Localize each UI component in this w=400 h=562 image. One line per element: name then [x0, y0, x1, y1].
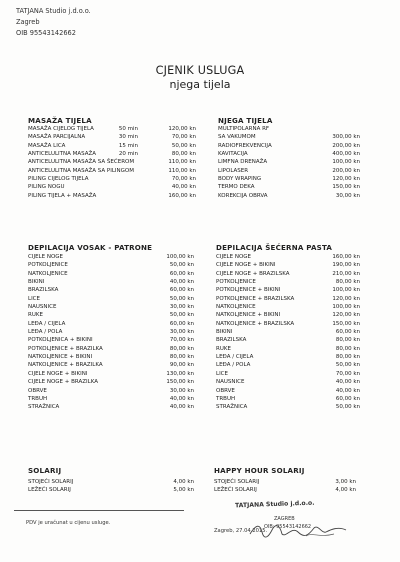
service-name: STOJEĆI SOLARIJ [28, 479, 74, 485]
service-price: 110,00 kn [168, 159, 196, 166]
service-name: NATKOLJENICE + BIKINI [28, 354, 93, 361]
secerna-row [216, 336, 360, 344]
secerna-row [216, 261, 360, 269]
service-price: 120,00 kn [332, 176, 360, 183]
service-price: 90,00 kn [169, 362, 194, 369]
service-price: 50,00 kn [335, 404, 360, 411]
stamp-oib: OIB: 95543142662 [264, 524, 312, 530]
service-price: 200,00 kn [332, 167, 360, 174]
njega-row [218, 150, 360, 158]
service-price: 40,00 kn [335, 387, 360, 394]
service-price: 50,00 kn [169, 312, 194, 319]
masaza-heading: MASAŽA TIJELA [28, 116, 92, 125]
vosak-row [28, 278, 194, 286]
masaza-row [28, 175, 196, 183]
service-price: 100,00 kn [332, 304, 360, 311]
vosak-row [28, 303, 194, 311]
service-name: NATKOLJENICE [216, 304, 256, 311]
service-price: 120,00 kn [332, 312, 360, 319]
njega-row [218, 183, 360, 191]
vosak-row [28, 253, 194, 261]
service-name: LICE [216, 370, 229, 377]
njega-row [218, 192, 360, 200]
service-price: 40,00 kn [169, 404, 194, 411]
service-price: 70,00 kn [335, 370, 360, 377]
service-name: CIJELE NOGE [28, 254, 64, 260]
service-name: LIMFNA DRENAŽA [218, 159, 268, 166]
vosak-row [28, 395, 194, 403]
service-name: MASAŽA LICA [28, 142, 66, 149]
njega-row [218, 125, 360, 133]
service-name: NAUSNICE [216, 379, 245, 386]
secerna-row [216, 361, 360, 369]
njega-heading: NJEGA TIJELA [218, 116, 273, 125]
service-price: 4,00 kn [335, 487, 356, 494]
happy-list [214, 478, 356, 495]
service-price: 200,00 kn [332, 142, 360, 149]
secerna-row [216, 328, 360, 336]
service-price: 110,00 kn [168, 167, 196, 174]
vosak-row [28, 286, 194, 294]
service-price: 130,00 kn [166, 370, 194, 377]
service-price: 40,00 kn [169, 395, 194, 402]
service-price: 80,00 kn [335, 337, 360, 344]
service-name: LEĐA / POLA [216, 362, 251, 369]
secerna-list [216, 253, 360, 412]
secerna-row [216, 311, 360, 319]
service-name: NATKOLJENICE + BIKINI [216, 312, 281, 319]
page-title: CJENIK USLUGA [155, 64, 245, 77]
service-price: 120,00 kn [332, 295, 360, 302]
service-price: 100,00 kn [332, 159, 360, 166]
service-price: 70,00 kn [171, 176, 196, 183]
service-name: KAVITACIJA [218, 151, 248, 158]
vosak-row [28, 353, 194, 361]
secerna-row [216, 303, 360, 311]
stamp-city: ZAGREB [274, 516, 295, 522]
service-price: 50,00 kn [169, 295, 194, 302]
service-price: 300,00 kn [332, 134, 360, 141]
service-price: 3,00 kn [335, 479, 356, 485]
service-name: POTKOLJENICE + BIKINI [216, 287, 281, 294]
service-name: STRAŽNICA [216, 404, 248, 411]
service-price: 40,00 kn [171, 184, 196, 191]
service-name: BIKINI [28, 279, 45, 286]
vosak-row [28, 311, 194, 319]
secerna-row [216, 345, 360, 353]
vosak-row [28, 361, 194, 369]
service-price: 80,00 kn [335, 354, 360, 361]
service-name: POTKOLJENICE + BRAZILKA [28, 345, 103, 352]
page-subtitle: njega tijela [169, 78, 231, 91]
masaza-list [28, 125, 196, 200]
service-price: 40,00 kn [335, 379, 360, 386]
service-name: LEĐA / POLA [28, 329, 63, 336]
service-name: MULTIPOLARNA RF [218, 126, 270, 132]
service-name: POTKOLJENICE + BRAZILSKA [216, 295, 295, 302]
service-price: 150,00 kn [166, 379, 194, 386]
masaza-row [28, 192, 196, 200]
service-name: NAUSNICE [28, 304, 57, 311]
solarij-row [28, 486, 194, 494]
secerna-row [216, 286, 360, 294]
vat-note: PDV je uračunat u cijenu usluge. [26, 520, 111, 526]
vosak-row [28, 320, 194, 328]
njega-row [218, 175, 360, 183]
issue-date: Zagreb, 27.04.2015. [214, 528, 268, 534]
masaza-row [28, 150, 196, 158]
secerna-row [216, 353, 360, 361]
service-name: RUKE [216, 345, 231, 352]
service-name: KOREKCIJA OBRVA [218, 192, 268, 199]
vosak-row [28, 261, 194, 269]
secerna-row [216, 387, 360, 395]
service-name: LICE [28, 295, 41, 302]
service-price: 210,00 kn [332, 270, 360, 277]
masaza-row [28, 125, 196, 133]
service-price: 60,00 kn [335, 329, 360, 336]
service-name: OBRVE [216, 387, 235, 394]
service-name: ANTICELULITNA MASAŽA SA PILINGOM [28, 167, 134, 174]
secerna-heading: DEPILACIJA ŠEĆERNA PASTA [216, 243, 333, 252]
secerna-row [216, 253, 360, 261]
service-name: ANTICELULITNA MASAŽA [28, 151, 97, 158]
company-header [16, 6, 91, 39]
happy-heading: HAPPY HOUR SOLARIJ [214, 466, 305, 475]
company-oib: OIB 95543142662 [16, 29, 76, 37]
service-name: BRAZILSKA [28, 287, 59, 294]
service-name: STOJEĆI SOLARIJ [214, 479, 260, 485]
service-price: 70,00 kn [169, 337, 194, 344]
service-price: 80,00 kn [335, 345, 360, 352]
njega-row [218, 167, 360, 175]
masaza-row [28, 158, 196, 166]
masaza-row [28, 142, 196, 150]
service-name: TERMO DEKA [218, 184, 255, 191]
service-price: 60,00 kn [169, 320, 194, 327]
secerna-row [216, 378, 360, 386]
footer-rule [14, 510, 184, 511]
service-price: 70,00 kn [171, 134, 196, 141]
service-price: 60,00 kn [169, 287, 194, 294]
vosak-row [28, 270, 194, 278]
service-duration: 20 min [118, 151, 138, 158]
service-name: MASAŽA CIJELOG TIJELA [28, 126, 94, 132]
service-price: 80,00 kn [171, 151, 196, 158]
service-price: 80,00 kn [335, 279, 360, 286]
service-name: RUKE [28, 312, 43, 319]
service-name: BODY WRAPING [218, 176, 262, 183]
njega-row [218, 158, 360, 166]
vosak-row [28, 295, 194, 303]
service-name: LEĐA / CIJELA [216, 354, 254, 361]
service-price: 50,00 kn [335, 362, 360, 369]
service-name: RADIOFREKVENCIJA [218, 142, 272, 149]
service-price: 60,00 kn [169, 270, 194, 277]
service-name: CIJELE NOGE + BRAZILKA [28, 379, 98, 386]
vosak-row [28, 378, 194, 386]
service-name: NATKOLJENICE + BRAZILSKA [216, 320, 295, 327]
service-price: 160,00 kn [332, 254, 360, 260]
service-price: 150,00 kn [332, 184, 360, 191]
service-name: PILING CIJELOG TIJELA [28, 176, 89, 183]
service-duration: 30 min [118, 134, 138, 141]
service-price: 60,00 kn [335, 395, 360, 402]
solarij-list [28, 478, 194, 495]
service-name: STRAŽNICA [28, 404, 60, 411]
secerna-row [216, 278, 360, 286]
service-name: CIJELE NOGE + BIKINI [216, 262, 276, 269]
service-duration: 50 min [118, 126, 138, 132]
service-name: ANTICELULITNA MASAŽA SA ŠEĆEROM [28, 159, 135, 166]
vosak-row [28, 336, 194, 344]
njega-list [218, 125, 360, 200]
service-price: 160,00 kn [168, 192, 196, 199]
service-price: 150,00 kn [332, 320, 360, 327]
service-name: POTKOLJENICA + BIKINI [28, 337, 93, 344]
service-name: CIJELE NOGE [216, 254, 252, 260]
service-price: 30,00 kn [335, 192, 360, 199]
service-price: 50,00 kn [171, 142, 196, 149]
service-price: 5,00 kn [173, 487, 194, 494]
service-price: 100,00 kn [166, 254, 194, 260]
vosak-row [28, 370, 194, 378]
service-price: 80,00 kn [169, 354, 194, 361]
service-price: 40,00 kn [169, 279, 194, 286]
vosak-row [28, 328, 194, 336]
service-name: BRAZILSKA [216, 337, 247, 344]
stamp-company-name: TATJANA Studio j.d.o.o. [234, 499, 315, 510]
service-price: 30,00 kn [169, 329, 194, 336]
signature [246, 520, 356, 542]
company-city: Zagreb [16, 18, 40, 26]
vosak-row [28, 345, 194, 353]
happy-row [214, 478, 356, 486]
solarij-heading: SOLARIJ [28, 466, 62, 475]
service-name: CIJELE NOGE + BRAZILSKA [216, 270, 290, 277]
service-name: SA VAKUMOM [218, 134, 256, 141]
service-price: 30,00 kn [169, 387, 194, 394]
service-name: CIJELE NOGE + BIKINI [28, 370, 88, 377]
vosak-row [28, 403, 194, 411]
service-price: 400,00 kn [332, 151, 360, 158]
service-name: MASAŽA PARCIJALNA [28, 134, 86, 141]
company-name: TATJANA Studio j.d.o.o. [16, 7, 91, 15]
service-name: LEŽEĆI SOLARIJ [214, 487, 257, 494]
service-price: 4,00 kn [173, 479, 194, 485]
service-name: POTKOLJENICE [28, 262, 68, 269]
service-name: NATKOLJENICE + BRAZILKA [28, 362, 103, 369]
service-name: PILING TIJELA + MASAŽA [28, 192, 97, 199]
service-name: OBRVE [28, 387, 47, 394]
service-price: 100,00 kn [332, 287, 360, 294]
service-name: PILING NOGU [28, 184, 65, 191]
masaza-row [28, 167, 196, 175]
masaza-row [28, 133, 196, 141]
service-name: BIKINI [216, 329, 233, 336]
service-name: LEŽEĆI SOLARIJ [28, 487, 71, 494]
solarij-row [28, 478, 194, 486]
secerna-row [216, 395, 360, 403]
secerna-row [216, 320, 360, 328]
vosak-list [28, 253, 194, 412]
service-name: TRBUH [216, 395, 236, 402]
secerna-row [216, 403, 360, 411]
secerna-row [216, 370, 360, 378]
secerna-row [216, 295, 360, 303]
service-price: 30,00 kn [169, 304, 194, 311]
service-duration: 15 min [118, 142, 138, 149]
masaza-row [28, 183, 196, 191]
happy-row [214, 486, 356, 494]
vosak-heading: DEPILACIJA VOSAK - PATRONE [28, 243, 153, 252]
njega-row [218, 142, 360, 150]
service-name: POTKOLJENICE [216, 279, 256, 286]
service-name: LIPOLASER [218, 167, 249, 174]
service-price: 50,00 kn [169, 262, 194, 269]
secerna-row [216, 270, 360, 278]
service-name: TRBUH [28, 395, 48, 402]
service-name: NATKOLJENICE [28, 270, 68, 277]
service-price: 190,00 kn [332, 262, 360, 269]
service-name: LEĐA / CIJELA [28, 320, 66, 327]
njega-row [218, 133, 360, 141]
service-price: 80,00 kn [169, 345, 194, 352]
vosak-row [28, 387, 194, 395]
service-price: 120,00 kn [168, 126, 196, 132]
